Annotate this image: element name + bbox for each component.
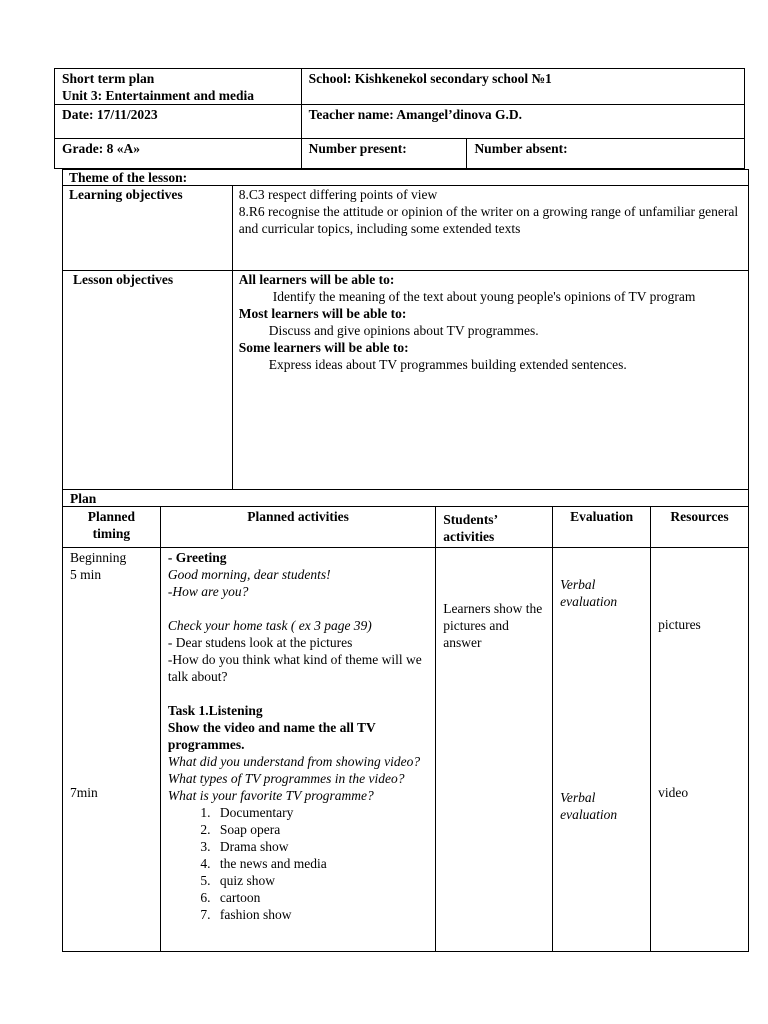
plan-label-cell [63,490,749,507]
question-2: What types of TV programmes in the video? [167,771,405,786]
absent-cell [467,139,745,169]
list-item: 6. cartoon [214,889,428,906]
look-pictures: - Dear studens look at the pictures [167,635,353,650]
timing-7min: 7min [70,785,98,800]
col-planned-activities: Planned activities [160,507,435,548]
objectives-table [62,169,749,490]
most-learners-heading: Most learners will be able to: [238,306,407,321]
date-cell [55,105,302,139]
how-are-you: -How are you? [167,584,249,599]
plan-title: Short term plan [62,71,155,86]
list-item: 2. Soap opera [214,821,428,838]
plan-title-cell [55,69,302,105]
grade-cell [55,139,302,169]
timing-beginning: Beginning [70,550,127,565]
school-cell [301,69,744,105]
lesson-objectives-label: Lesson objectives [73,272,174,287]
resources-cell [651,548,749,952]
number-absent: Number absent: [474,141,568,156]
present-cell [301,139,467,169]
learning-objectives-label: Learning objectives [69,187,183,202]
col-evaluation: Evaluation [553,507,651,548]
teacher-name: Teacher name: Amangel’dinova G.D. [308,107,523,122]
some-learners-text: Express ideas about TV programmes building extended sentences. [268,357,627,372]
list-item: 3. Drama show [214,838,428,855]
number-present: Number present: [308,141,407,156]
plan-label: Plan [70,491,97,506]
theme-question: -How do you think what kind of theme will we talk about? [167,652,422,684]
col-students-activities: Students’ activities [436,507,553,548]
learning-objective-2: 8.R6 recognise the attitude or opinion of the writer on a growing range of unfamiliar general and curricular topics, including some extended texts [238,204,739,236]
resource-video: video [658,785,689,800]
theme-cell [63,170,749,186]
most-learners-text: Discuss and give opinions about TV programmes. [268,323,539,338]
learning-objectives-cell [232,186,748,271]
header-table [54,68,745,169]
question-3: What is your favorite TV programme? [167,788,374,803]
good-morning: Good morning, dear students! [167,567,331,582]
lesson-objectives-cell [232,271,748,490]
list-item: 7. fashion show [214,906,428,923]
lesson-date: Date: 17/11/2023 [62,107,158,122]
greeting: - Greeting [167,550,227,565]
col-resources: Resources [651,507,749,548]
school-name: School: Kishkenekol secondary school №1 [308,71,552,86]
plan-table [62,489,749,952]
question-1: What did you understand from showing video? [167,754,421,769]
grade: Grade: 8 «A» [62,141,140,156]
learning-objective-1: 8.C3 respect differing points of view [238,187,438,202]
some-learners-heading: Some learners will be able to: [238,340,409,355]
timing-cell [63,548,161,952]
show-video: Show the video and name the all TV programmes. [167,720,376,752]
evaluation-2: Verbal evaluation [560,790,618,822]
unit-title: Unit 3: Entertainment and media [62,88,254,103]
lesson-objectives-label-cell [63,271,233,490]
teacher-cell [301,105,744,139]
resource-pictures: pictures [658,617,701,632]
evaluation-1: Verbal evaluation [560,577,618,609]
timing-5min: 5 min [70,567,102,582]
task-1-heading: Task 1.Listening [167,703,263,718]
check-home-task: Check your home task ( ex 3 page 39) [167,618,372,633]
tv-programmes-list [168,804,428,923]
list-item: 1. Documentary [214,804,428,821]
learning-objectives-label-cell [63,186,233,271]
list-item: 5. quiz show [214,872,428,889]
theme-label: Theme of the lesson: [69,170,188,185]
students-activities-cell [436,548,553,952]
activities-cell [160,548,435,952]
all-learners-text: Identify the meaning of the text about young people's opinions of TV program [272,289,696,304]
evaluation-cell [553,548,651,952]
col-planned-timing: Planned timing [63,507,161,548]
all-learners-heading: All learners will be able to: [238,272,395,287]
list-item: 4. the news and media [214,855,428,872]
students-activity-text: Learners show the pictures and answer [443,601,543,650]
